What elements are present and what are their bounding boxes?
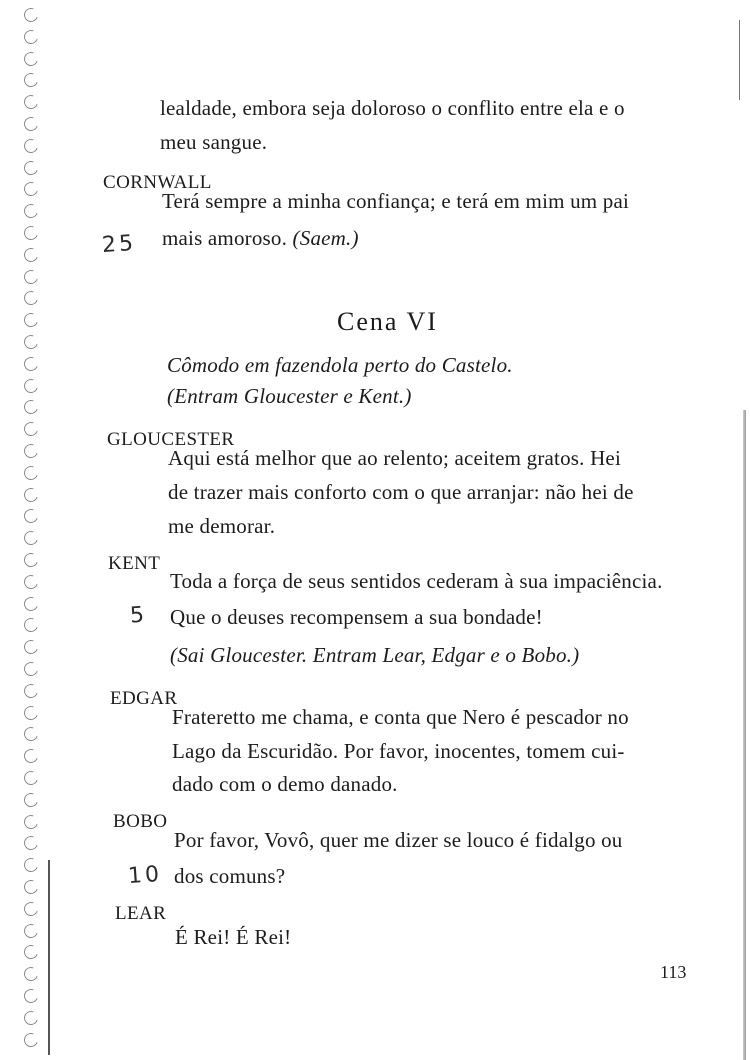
stage-direction: (Sai Gloucester. Entram Lear, Edgar e o Bobo.) [170,643,580,667]
stage-direction: (Saem.) [292,226,359,250]
stage-direction: (Entram Gloucester e Kent.) [167,384,412,408]
margin-line-number: 5 [129,602,148,629]
text-line: É Rei! É Rei! [175,925,292,949]
text-line: de trazer mais conforto com o que arranjar: não hei de [168,480,634,504]
dialogue-text: mais amoroso. [162,226,288,250]
speaker-name: LEAR [115,903,167,924]
page-number: 113 [660,962,687,982]
text-line: me demorar. [168,514,276,538]
margin-line-number: 10 [127,861,163,890]
text-line: Frateretto me chama, e conta que Nero é pescador no [172,705,629,729]
text-line: dos comuns? [174,864,286,888]
stage-direction: Cômodo em fazendola perto do Castelo. [167,353,513,377]
text-line: meu sangue. [160,130,268,154]
text-line: Toda a força de seus sentidos cederam à sua impaciência. [170,569,663,593]
speaker-name: BOBO [113,811,168,832]
text-line: dado com o demo danado. [172,772,398,796]
speaker-name: KENT [108,553,161,574]
scene-title: Cena VI [337,307,438,336]
speaker-name: EDGAR [110,688,178,709]
text-line: Por favor, Vovô, quer me dizer se louco é fidalgo ou [174,828,623,852]
text-line: Aqui está melhor que ao relento; aceitem gratos. Hei [168,446,621,470]
text-line [162,223,359,253]
text-line: Terá sempre a minha confiança; e terá em mim um pai [162,189,630,213]
speaker-name: GLOUCESTER [107,429,235,450]
text-line: Lago da Escuridão. Por favor, inocentes, tomem cui- [172,739,625,763]
speaker-name: CORNWALL [103,172,212,193]
margin-line-number: 25 [101,230,137,259]
text-line: lealdade, embora seja doloroso o conflito entre ela e o [160,96,625,120]
text-line: Que o deuses recompensem a sua bondade! [170,605,543,629]
